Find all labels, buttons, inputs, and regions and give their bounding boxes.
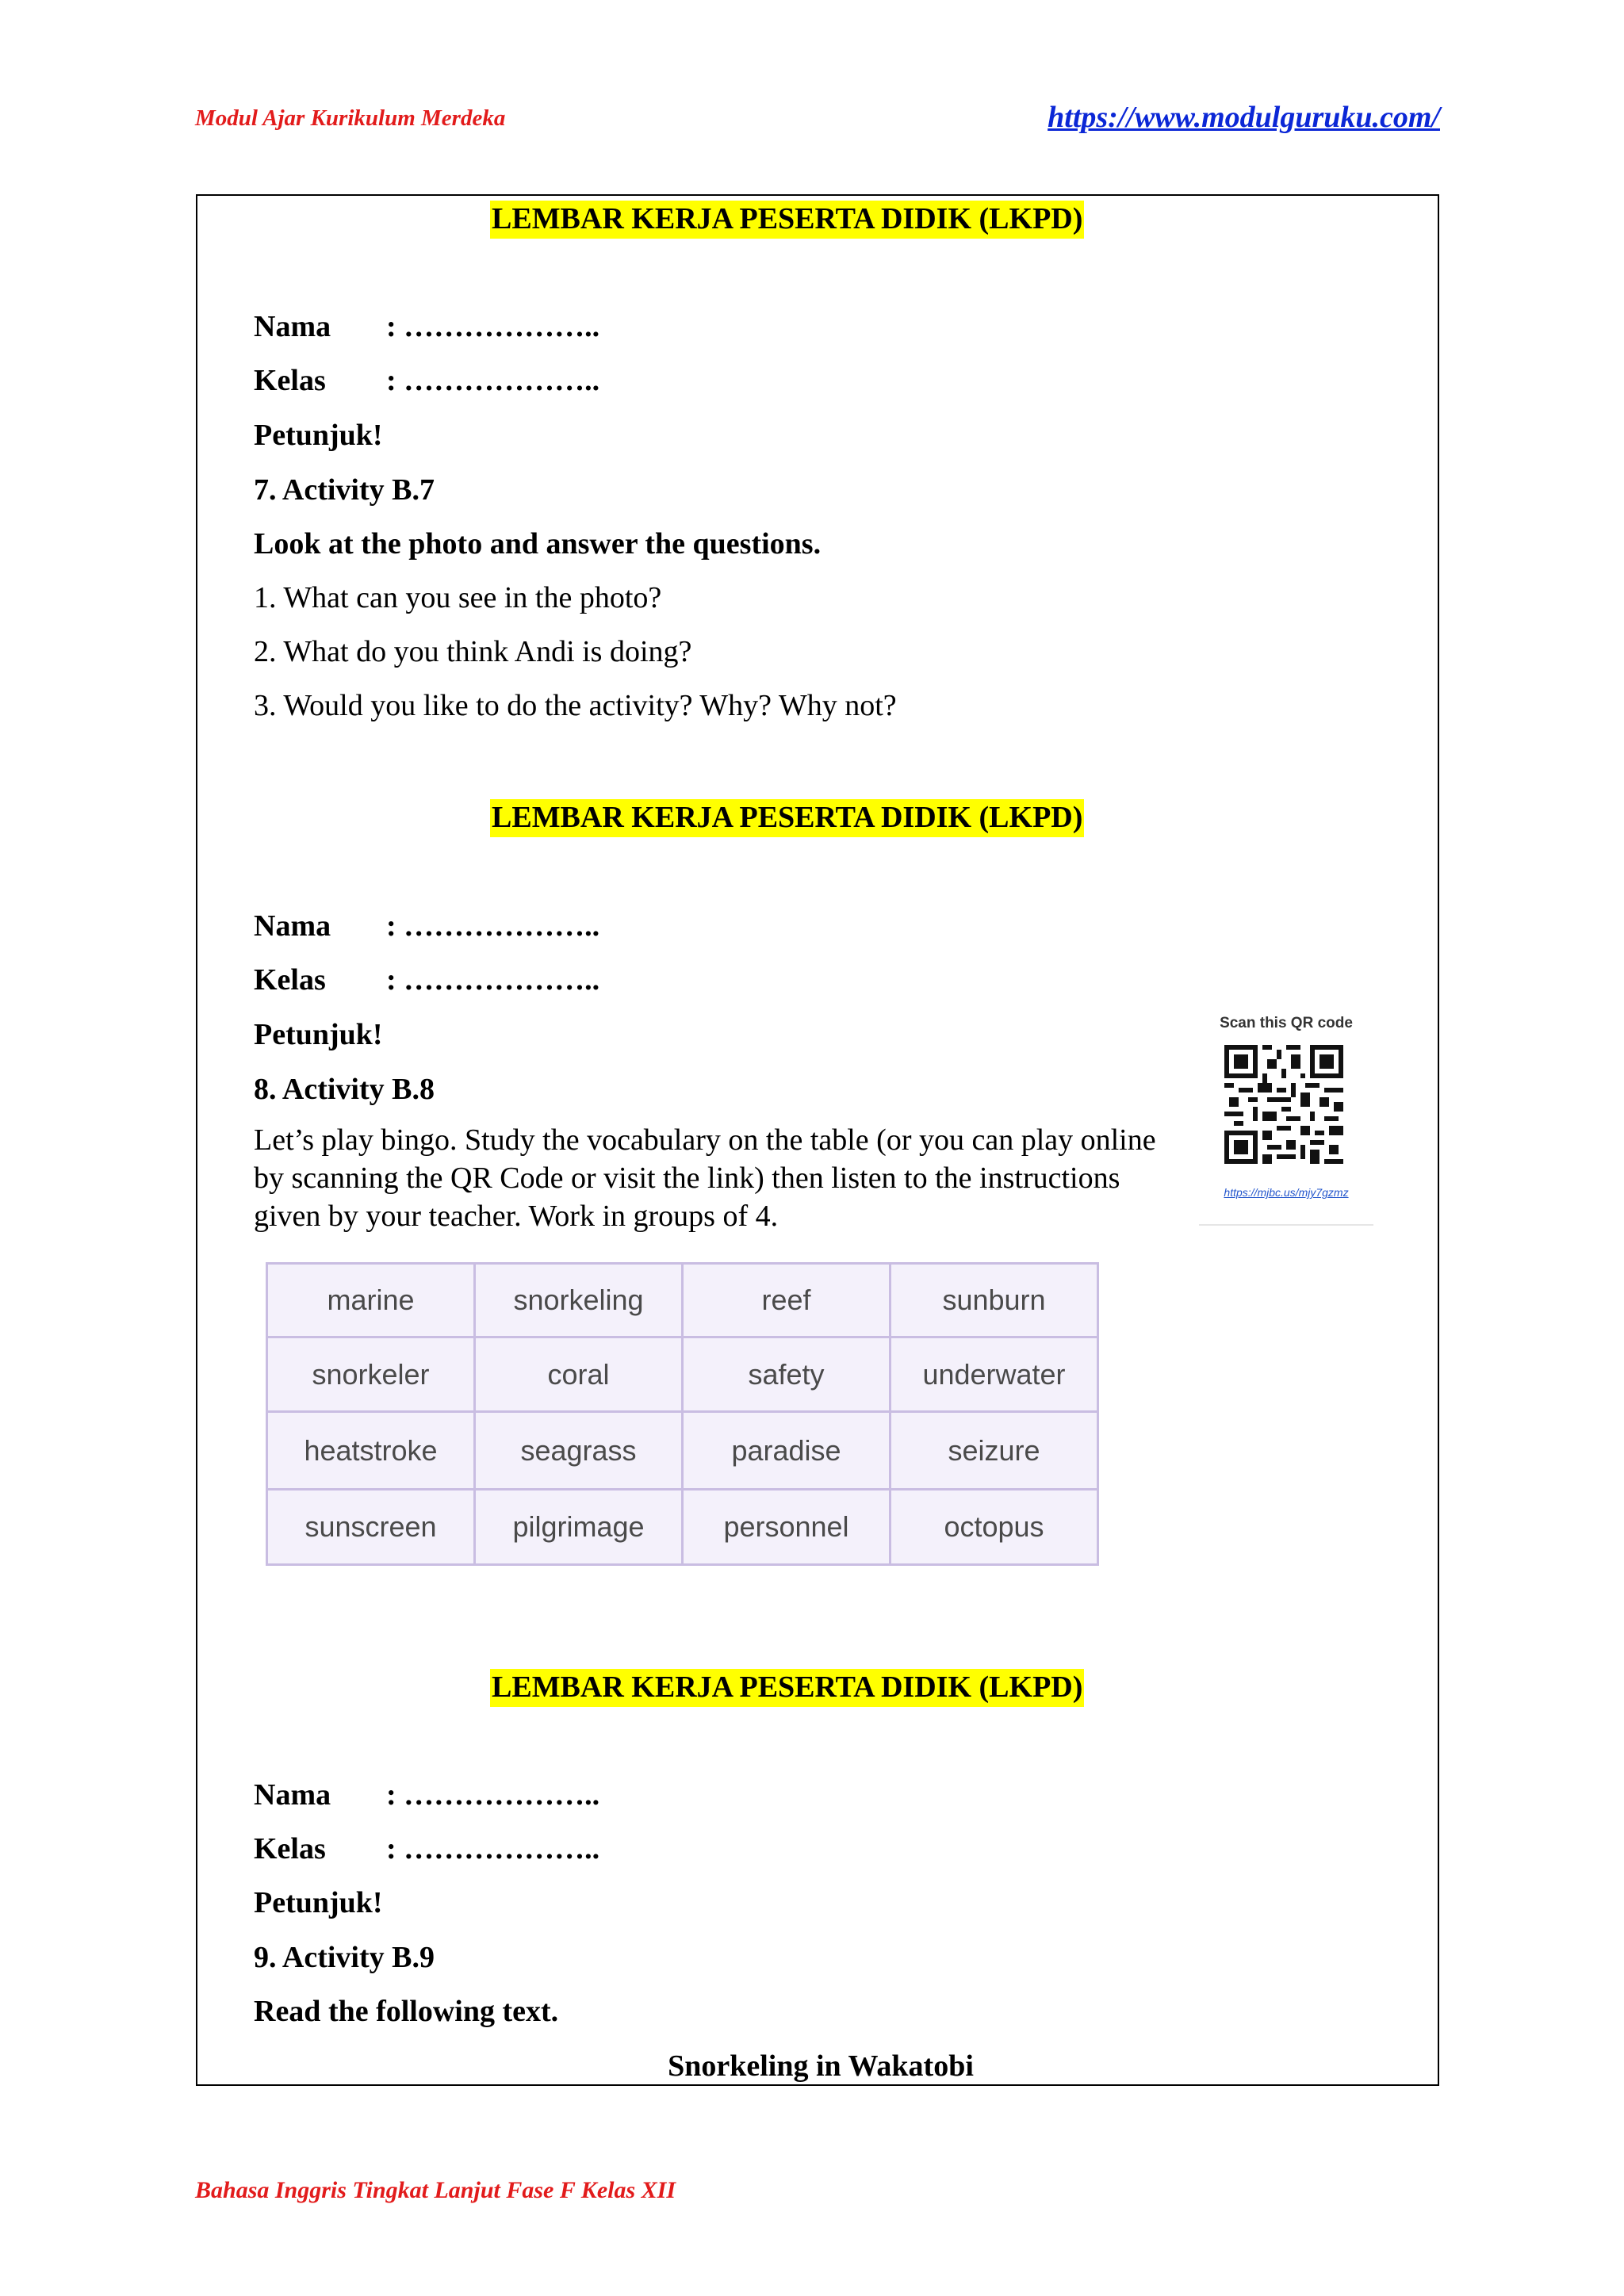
section-3-instructions-label: Petunjuk!	[254, 1886, 383, 1919]
table-cell: personnel	[683, 1490, 891, 1565]
table-cell: sunscreen	[267, 1490, 475, 1565]
section-3-class-field: : ………………..	[386, 1832, 600, 1866]
table-row	[267, 1264, 1098, 1337]
section-3-name-field: : ………………..	[386, 1778, 600, 1812]
table-row	[267, 1490, 1098, 1565]
table-cell: seagrass	[475, 1412, 683, 1490]
section-1-class-field: : ………………..	[386, 364, 600, 397]
section-2-title: LEMBAR KERJA PESERTA DIDIK (LKPD)	[490, 799, 1084, 837]
qr-code-icon[interactable]	[1224, 1045, 1343, 1164]
table-cell: heatstroke	[267, 1412, 475, 1490]
header-website-link[interactable]: https://www.modulguruku.com/	[1048, 101, 1440, 134]
section-1-instructions-label: Petunjuk!	[254, 419, 383, 452]
section-1-prompt: Look at the photo and answer the questions.	[254, 527, 822, 561]
qr-caption: Scan this QR code	[1220, 1015, 1353, 1031]
section-1-name-label: Nama	[254, 310, 331, 343]
qr-card	[1199, 1007, 1373, 1226]
qr-short-link[interactable]: https://mjbc.us/mjy7gzmz	[1224, 1186, 1349, 1199]
table-row	[267, 1337, 1098, 1412]
section-1-question-1: 1. What can you see in the photo?	[254, 581, 662, 614]
section-2-activity: 8. Activity B.8	[254, 1073, 435, 1106]
section-2-class-field: : ………………..	[386, 963, 600, 997]
section-2-instructions-label: Petunjuk!	[254, 1018, 383, 1051]
table-cell: snorkeler	[267, 1337, 475, 1412]
table-cell: sunburn	[891, 1264, 1098, 1337]
table-cell: paradise	[683, 1412, 891, 1490]
section-1-question-2: 2. What do you think Andi is doing?	[254, 635, 692, 668]
footer-course-info: Bahasa Inggris Tingkat Lanjut Fase F Kelas XII	[195, 2177, 676, 2203]
table-cell: reef	[683, 1264, 891, 1337]
table-cell: underwater	[891, 1337, 1098, 1412]
section-3-class-label: Kelas	[254, 1832, 326, 1866]
section-3-text-title: Snorkeling in Wakatobi	[668, 2049, 974, 2083]
table-cell: marine	[267, 1264, 475, 1337]
section-1-class-label: Kelas	[254, 364, 326, 397]
bingo-vocabulary-table	[266, 1262, 1099, 1566]
section-3-name-label: Nama	[254, 1778, 331, 1812]
table-cell: seizure	[891, 1412, 1098, 1490]
section-3-prompt: Read the following text.	[254, 1995, 559, 2028]
section-2-name-field: : ………………..	[386, 909, 600, 943]
table-cell: octopus	[891, 1490, 1098, 1565]
header-module-title: Modul Ajar Kurikulum Merdeka	[195, 105, 506, 131]
table-cell: coral	[475, 1337, 683, 1412]
table-row	[267, 1412, 1098, 1490]
section-1-title: LEMBAR KERJA PESERTA DIDIK (LKPD)	[490, 201, 1084, 239]
section-2-name-label: Nama	[254, 909, 331, 943]
table-cell: pilgrimage	[475, 1490, 683, 1565]
section-1-name-field: : ………………..	[386, 310, 600, 343]
section-2-class-label: Kelas	[254, 963, 326, 997]
table-cell: snorkeling	[475, 1264, 683, 1337]
section-2-paragraph: Let’s play bingo. Study the vocabulary on the table (or you can play online by scanning the QR Code or visit the link) then listen to the instructions given by your teacher. Work in groups of 4.	[254, 1123, 1156, 1233]
section-1-question-3: 3. Would you like to do the activity? Why? Why not?	[254, 689, 897, 722]
section-1-activity: 7. Activity B.7	[254, 473, 435, 507]
section-3-title: LEMBAR KERJA PESERTA DIDIK (LKPD)	[490, 1669, 1084, 1707]
section-3-activity: 9. Activity B.9	[254, 1941, 435, 1974]
table-cell: safety	[683, 1337, 891, 1412]
